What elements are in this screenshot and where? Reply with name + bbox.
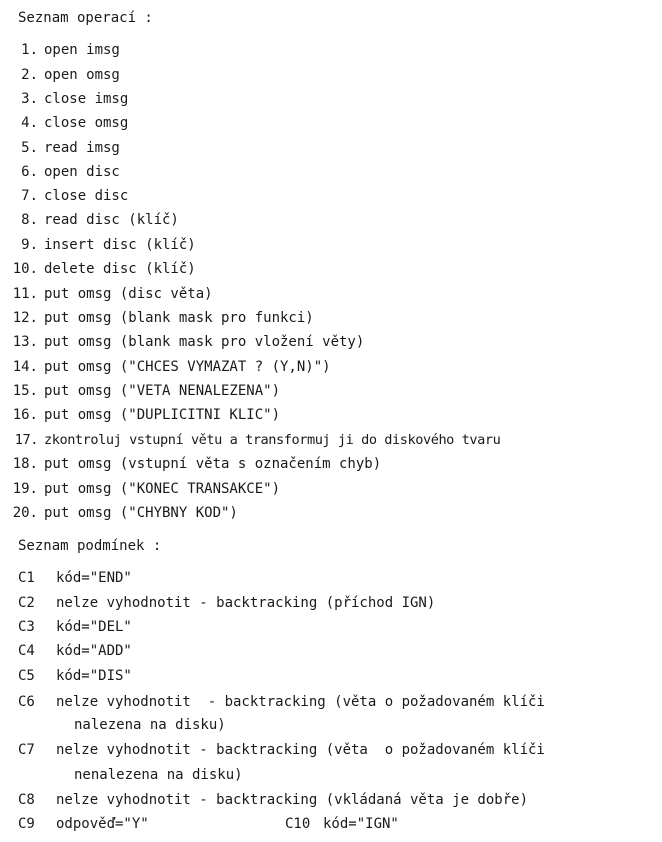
operation-text: put omsg ("CHYBNY KOD") (44, 505, 238, 521)
condition-id: C1 (18, 570, 35, 586)
operation-text: put omsg ("CHCES VYMAZAT ? (Y,N)") (44, 359, 331, 375)
operation-item (0, 186, 128, 206)
operation-text: read imsg (44, 140, 120, 156)
condition-id: C4 (18, 643, 35, 659)
operation-item (0, 479, 280, 499)
operation-text: read disc (klíč) (44, 212, 179, 228)
operation-number: 10. (12, 261, 38, 277)
operation-text: open disc (44, 164, 120, 180)
condition-id: C2 (18, 595, 35, 611)
operation-item (0, 454, 381, 474)
condition-continuation: nalezena na disku) (74, 717, 226, 733)
operation-number: 3. (21, 91, 38, 107)
operation-item (0, 284, 213, 304)
operation-text: put omsg (disc věta) (44, 286, 213, 302)
operation-number: 18. (12, 456, 38, 472)
operation-text: close omsg (44, 115, 129, 131)
condition-item (18, 814, 149, 834)
operation-item (0, 381, 280, 401)
operation-item (0, 89, 128, 109)
condition-item (18, 617, 132, 637)
operation-text: delete disc (klíč) (44, 261, 196, 277)
operation-item (0, 503, 238, 523)
condition-text: odpověď="Y" (56, 816, 149, 832)
condition-text: nelze vyhodnotit - backtracking (příchod IGN) (56, 595, 436, 611)
operation-number: 11. (12, 286, 38, 302)
operation-text: close imsg (44, 91, 129, 107)
condition-item (18, 593, 435, 613)
operation-item (0, 235, 196, 255)
operation-item (0, 405, 280, 425)
operation-text: put omsg (blank mask pro vložení věty) (44, 334, 365, 350)
operation-text: close disc (44, 188, 129, 204)
operation-item (0, 308, 314, 328)
operation-number: 6. (21, 164, 38, 180)
operation-item (0, 162, 120, 182)
condition-item (18, 790, 528, 810)
condition-text: kód="END" (56, 570, 132, 586)
conditions-heading: Seznam podmínek : (18, 538, 162, 554)
operation-item (0, 357, 331, 377)
condition-text: kód="IGN" (323, 816, 399, 832)
operation-item (0, 210, 179, 230)
condition-id: C3 (18, 619, 35, 635)
condition-item-c10 (285, 814, 399, 834)
operation-number: 2. (21, 67, 38, 83)
condition-id: C10 (285, 816, 311, 832)
condition-id: C5 (18, 668, 35, 684)
operation-number: 15. (12, 383, 38, 399)
operation-number: 12. (12, 310, 38, 326)
operation-text: open omsg (44, 67, 120, 83)
condition-text: nelze vyhodnotit - backtracking (vkládaná věta je dobře) (56, 792, 529, 808)
operation-number: 5. (21, 140, 38, 156)
condition-item (18, 740, 545, 760)
operation-item (0, 430, 500, 450)
condition-item (18, 692, 545, 712)
condition-item (18, 641, 132, 661)
operation-number: 7. (21, 188, 38, 204)
operation-number: 20. (12, 505, 38, 521)
condition-text: nelze vyhodnotit - backtracking (věta o požadovaném klíči (56, 694, 545, 710)
operation-number: 4. (21, 115, 38, 131)
operation-number: 1. (21, 42, 38, 58)
operation-number: 8. (21, 212, 38, 228)
condition-continuation: nenalezena na disku) (74, 767, 243, 783)
condition-text: kód="DEL" (56, 619, 132, 635)
condition-id: C6 (18, 694, 35, 710)
operation-item (0, 259, 196, 279)
operation-number: 14. (12, 359, 38, 375)
operation-number: 9. (21, 237, 38, 253)
operation-text: put omsg ("DUPLICITNI KLIC") (44, 407, 281, 423)
condition-id: C8 (18, 792, 35, 808)
operation-text: put omsg ("VETA NENALEZENA") (44, 383, 281, 399)
condition-item (18, 666, 132, 686)
operation-number: 16. (12, 407, 38, 423)
operation-item (0, 40, 120, 60)
operations-heading: Seznam operací : (18, 10, 153, 26)
condition-text: nelze vyhodnotit - backtracking (věta o požadovaném klíči (56, 742, 545, 758)
operation-text: zkontroluj vstupní větu a transformuj ji do diskového tvaru (44, 432, 501, 448)
operation-item (0, 65, 120, 85)
operation-number: 13. (12, 334, 38, 350)
condition-id: C7 (18, 742, 35, 758)
operation-text: put omsg (vstupní věta s označením chyb) (44, 456, 382, 472)
operation-text: insert disc (klíč) (44, 237, 196, 253)
operation-item (0, 138, 120, 158)
operation-item (0, 113, 128, 133)
condition-id: C9 (18, 816, 35, 832)
operation-text: put omsg (blank mask pro funkci) (44, 310, 314, 326)
operation-number: 19. (12, 481, 38, 497)
operation-text: open imsg (44, 42, 120, 58)
condition-item (18, 568, 132, 588)
operation-number: 17. (14, 432, 38, 448)
operation-text: put omsg ("KONEC TRANSAKCE") (44, 481, 281, 497)
condition-text: kód="DIS" (56, 668, 132, 684)
condition-text: kód="ADD" (56, 643, 132, 659)
operation-item (0, 332, 364, 352)
